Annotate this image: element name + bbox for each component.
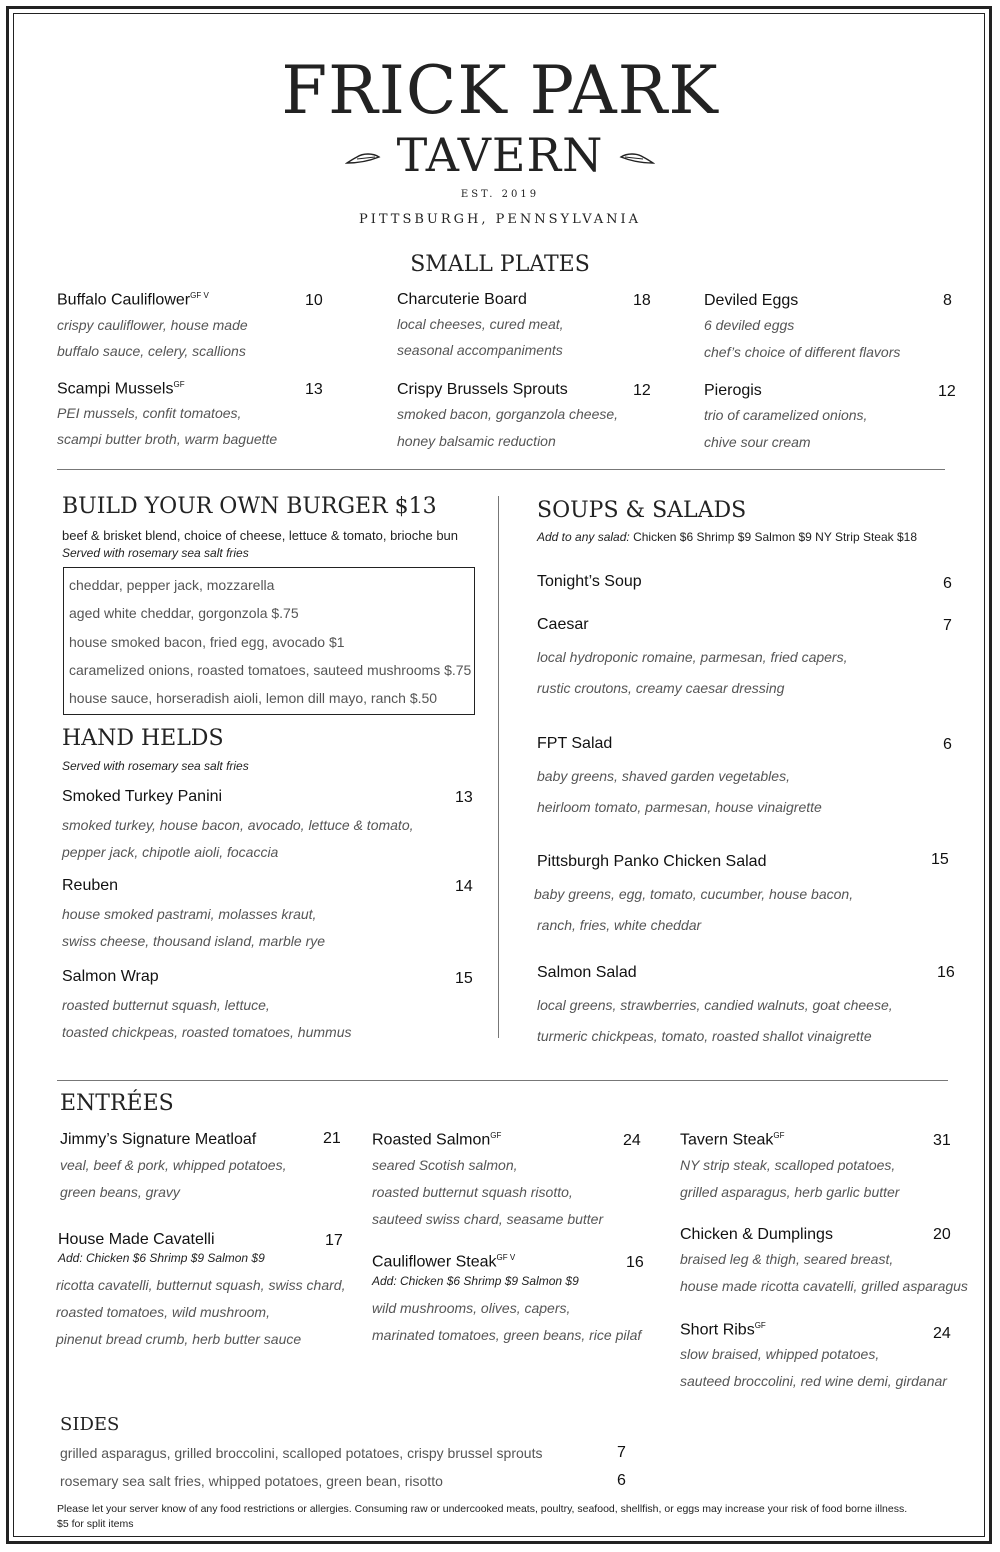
menu-item-name: Salmon Wrap — [62, 968, 159, 985]
menu-item-desc: slow braised, whipped potatoes, — [680, 1346, 880, 1362]
menu-item-price: 16 — [626, 1254, 644, 1271]
leaf-left-icon — [345, 151, 391, 167]
menu-item-desc: marinated tomatoes, green beans, rice pilaf — [372, 1327, 642, 1343]
menu-item-desc: smoked bacon, gorganzola cheese, — [397, 406, 619, 422]
menu-item-name: Pierogis — [704, 382, 762, 399]
menu-item-desc: sauteed broccolini, red wine demi, girdanar — [680, 1373, 947, 1389]
menu-item-name: Scampi Mussels$^{GF}$ — [57, 380, 185, 398]
entree-add-ons: Add: Chicken $6 Shrimp $9 Salmon $9 — [372, 1274, 579, 1288]
menu-item-desc: roasted tomatoes, wild mushroom, — [56, 1304, 270, 1320]
side-price: 6 — [617, 1472, 626, 1489]
menu-item-name: Crispy Brussels Sprouts — [397, 381, 568, 398]
menu-item-name: Jimmy’s Signature Meatloaf — [60, 1131, 257, 1148]
restaurant-name-line2 — [0, 128, 1000, 182]
menu-item-desc: NY strip steak, scalloped potatoes, — [680, 1157, 896, 1173]
menu-item-price: 7 — [943, 617, 952, 634]
tavern-text: TAVERN — [396, 128, 604, 182]
menu-item-name: Salmon Salad — [537, 964, 637, 981]
menu-item-desc: toasted chickpeas, roasted tomatoes, hummus — [62, 1024, 352, 1040]
side-item: rosemary sea salt fries, whipped potatoes, green bean, risotto — [60, 1473, 443, 1489]
menu-item-desc: ricotta cavatelli, butternut squash, swiss chard, — [56, 1277, 346, 1293]
entrees-title: ENTRÉES — [60, 1091, 174, 1116]
menu-item-desc: heirloom tomato, parmesan, house vinaigrette — [537, 799, 822, 815]
menu-item-desc: swiss cheese, thousand island, marble rye — [62, 933, 326, 949]
menu-item-desc: braised leg & thigh, seared breast, — [680, 1251, 894, 1267]
menu-item-name: Pittsburgh Panko Chicken Salad — [537, 853, 767, 870]
menu-item-desc: roasted butternut squash risotto, — [372, 1184, 573, 1200]
entree-add-ons: Add: Chicken $6 Shrimp $9 Salmon $9 — [58, 1251, 265, 1265]
burger-option: caramelized onions, roasted tomatoes, sauteed mushrooms $.75 — [69, 662, 472, 678]
menu-item-name: Short Ribs$^{GF}$ — [680, 1321, 766, 1339]
menu-item-name: Buffalo Cauliflower$^{GF V}$ — [57, 291, 209, 309]
menu-item-price: 6 — [943, 736, 952, 753]
menu-item-price: 13 — [305, 381, 323, 398]
burger-option: house sauce, horseradish aioli, lemon dill mayo, ranch $.50 — [69, 690, 438, 706]
menu-item-price: 17 — [325, 1232, 343, 1249]
menu-item-price: 15 — [931, 851, 949, 868]
location: PITTSBURGH, PENNSYLVANIA — [358, 212, 641, 227]
menu-item-name: FPT Salad — [537, 735, 613, 752]
menu-item-desc: buffalo sauce, celery, scallions — [57, 343, 246, 359]
menu-item-name: Chicken & Dumplings — [680, 1226, 833, 1243]
menu-item-name: Charcuterie Board — [397, 291, 527, 308]
allergy-disclaimer: Please let your server know of any food restrictions or allergies. Consuming raw or undercooked meats, poultry, seafood, shellfish, or eggs may increase your risk of food borne illness. — [57, 1503, 908, 1515]
menu-item-name: Smoked Turkey Panini — [62, 788, 223, 805]
burger-title: BUILD YOUR OWN BURGER $13 — [62, 494, 437, 519]
menu-item-price: 24 — [623, 1132, 641, 1149]
menu-item-desc: sauteed swiss chard, seasame butter — [372, 1211, 604, 1227]
split-charge-note: $5 for split items — [57, 1518, 134, 1530]
menu-item-price: 14 — [455, 878, 473, 895]
hand-helds-title: HAND HELDS — [62, 726, 224, 751]
column-divider — [498, 496, 499, 1038]
menu-item-desc: seasonal accompaniments — [397, 342, 563, 358]
menu-item-desc: local greens, strawberries, candied walnuts, goat cheese, — [537, 997, 893, 1013]
menu-item-desc: turmeric chickpeas, tomato, roasted shallot vinaigrette — [537, 1028, 872, 1044]
small-plates-title: SMALL PLATES — [410, 252, 590, 277]
menu-item-price: 12 — [633, 382, 651, 399]
menu-item-name: Deviled Eggs — [704, 292, 799, 309]
menu-item-price: 31 — [933, 1132, 951, 1149]
menu-item-desc: crispy cauliflower, house made — [57, 317, 248, 333]
menu-item-desc: green beans, gravy — [60, 1184, 180, 1200]
menu-item-desc: smoked turkey, house bacon, avocado, lettuce & tomato, — [62, 817, 414, 833]
menu-item-name: Caesar — [537, 616, 589, 633]
menu-item-desc: wild mushrooms, olives, capers, — [372, 1300, 571, 1316]
burger-subtitle: beef & brisket blend, choice of cheese, lettuce & tomato, brioche bun — [62, 528, 459, 543]
burger-option: aged white cheddar, gorgonzola $.75 — [69, 605, 299, 621]
menu-item-price: 13 — [455, 789, 473, 806]
menu-item-name: Reuben — [62, 877, 119, 894]
menu-item-desc: veal, beef & pork, whipped potatoes, — [60, 1157, 287, 1173]
menu-item-desc: 6 deviled eggs — [704, 317, 795, 333]
menu-item-desc: ranch, fries, white cheddar — [537, 917, 702, 933]
menu-item-desc: rustic croutons, creamy caesar dressing — [537, 680, 785, 696]
menu-item-name: Tavern Steak$^{GF}$ — [680, 1131, 785, 1149]
menu-item-name: House Made Cavatelli — [58, 1231, 215, 1248]
menu-item-desc: chive sour cream — [704, 434, 811, 450]
menu-item-price: 10 — [305, 292, 323, 309]
restaurant-name-line1: FRICK PARK — [281, 52, 719, 129]
menu-item-price: 18 — [633, 292, 651, 309]
menu-item-desc: house made ricotta cavatelli, grilled asparagus — [680, 1278, 968, 1294]
side-price: 7 — [617, 1444, 626, 1461]
menu-item-desc: local hydroponic romaine, parmesan, fried capers, — [537, 649, 848, 665]
menu-item-price: 12 — [938, 383, 956, 400]
menu-item-desc: house smoked pastrami, molasses kraut, — [62, 906, 317, 922]
side-item: grilled asparagus, grilled broccolini, scalloped potatoes, crispy brussel sprouts — [60, 1445, 543, 1461]
salad-add-ons: Add to any salad: Chicken $6 Shrimp $9 Salmon $9 NY Strip Steak $18 — [537, 530, 918, 544]
menu-item-desc: PEI mussels, confit tomatoes, — [57, 405, 242, 421]
burger-option: house smoked bacon, fried egg, avocado $1 — [69, 634, 345, 650]
established-year: EST. 2019 — [460, 189, 540, 200]
menu-item-price: 24 — [933, 1325, 951, 1342]
menu-item-price: 21 — [323, 1130, 341, 1147]
menu-item-desc: pinenut bread crumb, herb butter sauce — [56, 1331, 302, 1347]
menu-item-desc: baby greens, shaved garden vegetables, — [537, 768, 790, 784]
menu-item-desc: chef’s choice of different flavors — [704, 344, 901, 360]
menu-item-desc: honey balsamic reduction — [397, 433, 556, 449]
burger-served-with: Served with rosemary sea salt fries — [62, 546, 249, 560]
menu-item-name: Tonight’s Soup — [537, 573, 642, 590]
menu-item-desc: pepper jack, chipotle aioli, focaccia — [62, 844, 279, 860]
menu-item-desc: baby greens, egg, tomato, cucumber, house bacon, — [534, 886, 854, 902]
menu-item-name: Cauliflower Steak$^{GF V}$ — [372, 1253, 516, 1271]
leaf-right-icon — [609, 151, 655, 167]
hand-helds-served-with: Served with rosemary sea salt fries — [62, 759, 249, 773]
burger-option: cheddar, pepper jack, mozzarella — [69, 577, 275, 593]
sides-title: SIDES — [60, 1414, 120, 1435]
menu-item-desc: trio of caramelized onions, — [704, 407, 868, 423]
menu-item-desc: seared Scotish salmon, — [372, 1157, 518, 1173]
menu-item-price: 8 — [943, 292, 952, 309]
menu-item-desc: roasted butternut squash, lettuce, — [62, 997, 270, 1013]
menu-item-desc: scampi butter broth, warm baguette — [57, 431, 278, 447]
menu-item-price: 20 — [933, 1226, 951, 1243]
section-divider — [57, 1080, 948, 1081]
menu-item-price: 15 — [455, 970, 473, 987]
menu-item-desc: local cheeses, cured meat, — [397, 316, 564, 332]
menu-item-desc: grilled asparagus, herb garlic butter — [680, 1184, 900, 1200]
soups-salads-title: SOUPS & SALADS — [537, 498, 747, 523]
menu-item-price: 16 — [937, 964, 955, 981]
menu-item-name: Roasted Salmon$^{GF}$ — [372, 1131, 502, 1149]
menu-item-price: 6 — [943, 575, 952, 592]
section-divider — [57, 469, 945, 470]
